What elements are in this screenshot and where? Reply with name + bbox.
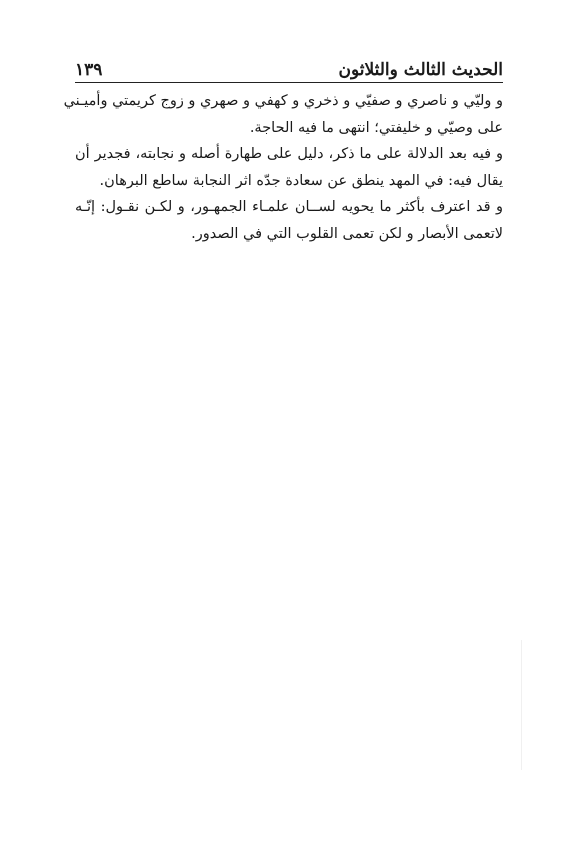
text-line: يقال فيه: في المهد ينطق عن سعادة جدّه اثر النجابة ساطع البرهان. xyxy=(99,172,503,189)
chapter-title: الحديث الثالث والثلاثون xyxy=(338,60,503,80)
text-line: على وصيّي و خليفتي؛ انتهى ما فيه الحاجة. xyxy=(249,119,503,136)
paragraph-3 xyxy=(75,194,503,247)
paragraph-1 xyxy=(63,88,503,141)
scan-artifact-line xyxy=(521,640,522,770)
text-line: لاتعمى الأبصار و لكن تعمى القلوب التي في الصدور. xyxy=(191,225,503,242)
paragraph-2 xyxy=(75,141,503,194)
body-text xyxy=(63,88,503,247)
text-line: و وليّي و ناصري و صفيّي و ذخري و كهفي و صهري و زوج كريمتي وأميـني xyxy=(63,93,503,109)
header-divider xyxy=(75,82,503,83)
page-number: ١٣٩ xyxy=(75,60,103,80)
page-header xyxy=(75,54,503,80)
text-line: و قد اعترف بأكثر ما يحويه لســان علمـاء الجمهـور، و لكـن نقـول: إنّـه xyxy=(75,199,503,215)
text-line: و فيه بعد الدلالة على ما ذكر، دليل على طهارة أصله و نجابته، فجدير أن xyxy=(75,146,503,162)
